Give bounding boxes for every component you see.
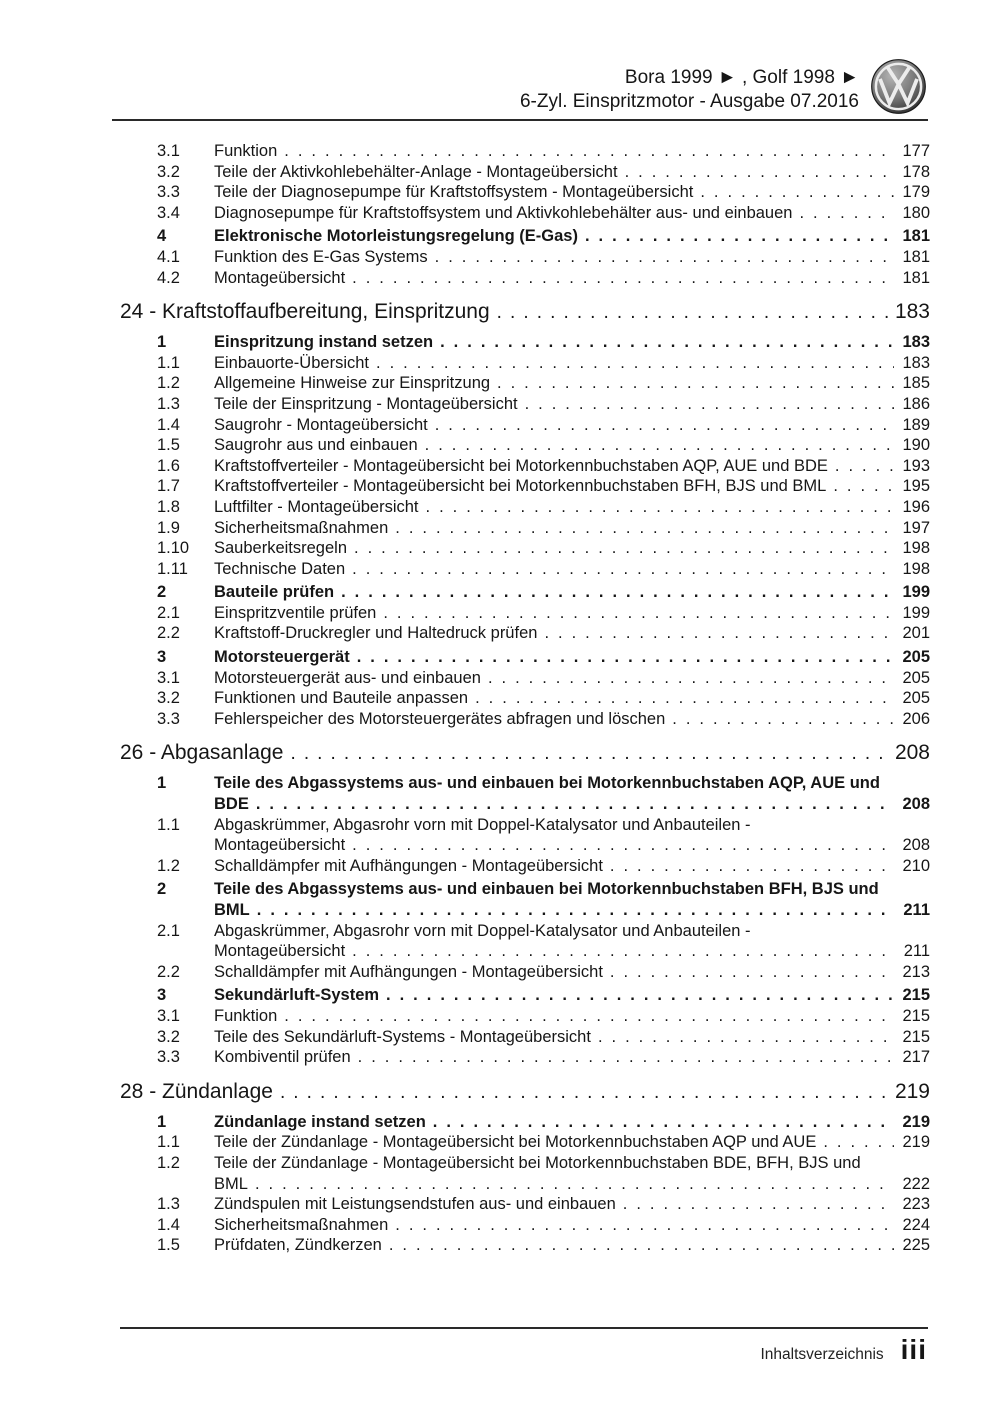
entry-title: Funktion <box>214 1006 278 1025</box>
vw-logo-icon <box>870 58 927 115</box>
dot-leader <box>257 900 894 921</box>
entry-number: 1.8 <box>157 497 180 516</box>
entry-number: 2.1 <box>157 921 180 940</box>
toc-entry <box>120 688 930 709</box>
toc-section <box>120 1079 930 1256</box>
page-number: 186 <box>902 394 930 413</box>
dot-leader <box>255 1174 894 1195</box>
page-number: 219 <box>902 1112 930 1131</box>
page-number: 215 <box>902 1006 930 1025</box>
entry-number: 3.3 <box>157 183 180 202</box>
entry-number: 2.2 <box>157 962 180 981</box>
header-model-line: Bora 1999 ► , Golf 1998 ► <box>624 67 859 88</box>
dot-leader <box>354 538 894 559</box>
toc-entry <box>120 247 930 268</box>
entry-title: Teile der Einspritzung - Montageübersicht <box>214 394 518 413</box>
page-number: 181 <box>902 268 930 287</box>
toc-entry <box>120 435 930 456</box>
entry-number: 1 <box>157 774 167 793</box>
dot-leader <box>672 709 894 730</box>
entry-number: 1.11 <box>157 559 188 578</box>
page-number: 198 <box>902 559 930 578</box>
footer-page-number: iii <box>900 1334 927 1365</box>
entry-title: Teile der Aktivkohlebehälter-Anlage - Montageübersicht <box>214 162 618 181</box>
entry-title: Kraftstoffverteiler - Montageübersicht bei Motorkennbuchstaben BFH, BJS und BML <box>214 477 827 496</box>
entry-title: Zündspulen mit Leistungsendstufen aus- und einbauen <box>214 1195 616 1214</box>
entry-title: Teile der Diagnosepumpe für Kraftstoffsystem - Montageübersicht <box>214 183 694 202</box>
toc-section <box>120 299 930 729</box>
entry-title: Teile der Zündanlage - Montageübersicht bei Motorkennbuchstaben AQP und AUE <box>214 1133 817 1152</box>
toc-entry-line <box>157 794 930 815</box>
entry-title: Sekundärluft-System <box>214 986 380 1005</box>
entry-title: Teile des Abgassystems aus- und einbauen bei Motorkennbuchstaben AQP, AUE und <box>214 774 880 793</box>
toc-entry <box>120 668 930 689</box>
page-number: 183 <box>902 353 930 372</box>
entry-title: Schalldämpfer mit Aufhängungen - Montageübersicht <box>214 856 603 875</box>
entry-number: 1.2 <box>157 856 180 875</box>
dot-leader <box>833 476 894 497</box>
toc-entry <box>120 856 930 877</box>
dot-leader <box>358 1047 894 1068</box>
dot-leader <box>835 456 894 477</box>
header-divider <box>112 119 928 121</box>
entry-title: Kraftstoffverteiler - Montageübersicht bei Motorkennbuchstaben AQP, AUE und BDE <box>214 456 828 475</box>
chapter-row <box>120 299 930 326</box>
entry-number: 3.4 <box>157 203 180 222</box>
page-number: 179 <box>902 183 930 202</box>
dot-leader <box>700 182 894 203</box>
entry-title-wrap: Montageübersicht <box>214 836 346 855</box>
dot-leader <box>440 332 894 353</box>
entry-number: 1.2 <box>157 374 180 393</box>
entry-title: Luftfilter - Montageübersicht <box>214 497 419 516</box>
entry-title: Technische Daten <box>214 559 346 578</box>
dot-leader <box>610 962 894 983</box>
entry-title-wrap: BML <box>214 901 250 919</box>
entry-number: 1.2 <box>157 1153 180 1172</box>
page-number: 185 <box>902 374 930 393</box>
entry-number: 1.3 <box>157 394 180 413</box>
entry-title: Prüfdaten, Zündkerzen <box>214 1236 382 1255</box>
entry-number: 3.2 <box>157 1027 180 1046</box>
entry-number: 3.1 <box>157 142 180 160</box>
toc-entry <box>120 647 930 668</box>
toc-section <box>120 740 930 1067</box>
page-number: 210 <box>902 856 930 875</box>
dot-leader <box>389 1235 894 1256</box>
entry-title: Schalldämpfer mit Aufhängungen - Montageübersicht <box>214 962 603 981</box>
entry-number: 1.1 <box>157 815 180 834</box>
toc-entry <box>120 538 930 559</box>
page-number: 180 <box>902 203 930 222</box>
toc-entry <box>120 1112 930 1133</box>
dot-leader <box>525 394 894 415</box>
entry-title: Allgemeine Hinweise zur Einspritzung <box>214 374 491 393</box>
entry-number: 1.5 <box>157 436 180 455</box>
page-number: 181 <box>902 247 930 266</box>
dot-leader <box>435 247 894 268</box>
entry-number: 3.3 <box>157 709 180 728</box>
entry-title: Funktion <box>214 142 278 160</box>
toc-entry <box>120 332 930 353</box>
page-number: 208 <box>894 741 930 765</box>
dot-leader <box>426 497 894 518</box>
page-number: 205 <box>902 689 930 708</box>
dot-leader <box>497 299 891 326</box>
entry-number: 3 <box>157 986 167 1005</box>
page-number: 213 <box>902 962 930 981</box>
page-number: 183 <box>902 333 930 352</box>
page-number: 224 <box>902 1215 930 1234</box>
page-number: 199 <box>902 603 930 622</box>
dot-leader <box>435 415 894 436</box>
entry-title: Saugrohr aus und einbauen <box>214 436 418 455</box>
entry-title: Funktionen und Bauteile anpassen <box>214 689 469 708</box>
dot-leader <box>823 1132 894 1153</box>
toc-entry-line <box>157 879 930 900</box>
dot-leader <box>383 603 894 624</box>
toc-entry <box>120 623 930 644</box>
entry-title: Abgaskrümmer, Abgasrohr vorn mit Doppel-Katalysator und Anbauteilen - <box>214 815 751 834</box>
entry-title: Einspritzung instand setzen <box>214 333 434 352</box>
page-number: 205 <box>902 648 930 667</box>
entry-number: 3.1 <box>157 1006 180 1025</box>
toc-entry <box>120 1027 930 1048</box>
entry-title: Teile des Sekundärluft-Systems - Montageübersicht <box>214 1027 591 1046</box>
page-number: 181 <box>902 227 930 246</box>
entry-number: 2.2 <box>157 624 180 643</box>
dot-leader <box>284 1006 894 1027</box>
page-footer <box>760 1334 927 1366</box>
entry-number: 1.1 <box>157 353 180 372</box>
entry-title: Einbauorte-Übersicht <box>214 353 369 372</box>
entry-number: 1 <box>157 333 167 352</box>
toc-entry <box>120 1194 930 1215</box>
entry-number: 4 <box>157 227 167 246</box>
dot-leader <box>623 1194 894 1215</box>
page-number: 217 <box>902 1048 930 1067</box>
dot-leader <box>610 856 894 877</box>
toc-entry <box>120 603 930 624</box>
toc-entry <box>120 373 930 394</box>
toc-entry <box>120 773 930 814</box>
entry-title-wrap: Montageübersicht <box>214 942 346 961</box>
page-number: 178 <box>902 162 930 181</box>
entry-title: Zündanlage instand setzen <box>214 1112 426 1131</box>
chapter-row <box>120 740 930 767</box>
entry-number: 1.4 <box>157 415 180 434</box>
entry-title: Bauteile prüfen <box>214 583 335 602</box>
dot-leader <box>497 373 894 394</box>
entry-title: Elektronische Motorleistungsregelung (E-Gas) <box>214 227 578 246</box>
dot-leader <box>352 941 894 962</box>
page-number: 225 <box>902 1236 930 1255</box>
toc-entry <box>120 1235 930 1256</box>
page-number: 223 <box>902 1195 930 1214</box>
toc <box>120 141 930 1256</box>
entry-number: 4.1 <box>157 247 180 266</box>
toc-entry <box>120 1132 930 1153</box>
page-number: 222 <box>902 1174 930 1193</box>
entry-title: Motorsteuergerät aus- und einbauen <box>214 668 481 687</box>
toc-entry <box>120 203 930 224</box>
entry-number: 1.3 <box>157 1195 180 1214</box>
dot-leader <box>357 647 894 668</box>
toc-entry <box>120 1215 930 1236</box>
page-number: 208 <box>902 836 930 855</box>
toc-section <box>120 141 930 288</box>
chapter-title: 24 - Kraftstoffaufbereitung, Einspritzung <box>120 300 490 324</box>
toc-entry <box>120 1006 930 1027</box>
entry-title-wrap: BDE <box>214 795 249 814</box>
page-number: 189 <box>902 415 930 434</box>
toc-entry-line <box>157 1153 930 1174</box>
toc-entry <box>120 415 930 436</box>
page-number: 199 <box>902 583 930 602</box>
dot-leader <box>425 435 894 456</box>
page-number: 211 <box>903 901 930 919</box>
toc-entry <box>120 879 930 920</box>
toc-entry-line <box>157 773 930 794</box>
entry-number: 3 <box>157 648 167 667</box>
dot-leader <box>625 162 894 183</box>
toc-entry <box>120 394 930 415</box>
entry-title: Sauberkeitsregeln <box>214 539 347 558</box>
entry-number: 3.1 <box>157 668 180 687</box>
footer-divider <box>120 1327 928 1329</box>
page-number: 201 <box>902 624 930 643</box>
page-number: 193 <box>902 456 930 475</box>
entry-title: Sicherheitsmaßnahmen <box>214 518 389 537</box>
entry-number: 3.3 <box>157 1048 180 1067</box>
entry-title: Motorsteuergerät <box>214 648 350 667</box>
toc-entry <box>120 518 930 539</box>
page-number: 219 <box>902 1133 930 1152</box>
entry-title: Diagnosepumpe für Kraftstoffsystem und Aktivkohlebehälter aus- und einbauen <box>214 203 793 222</box>
dot-leader <box>290 740 890 767</box>
entry-title-wrap: BML <box>214 1174 248 1193</box>
page-number: 196 <box>902 497 930 516</box>
entry-number: 1.9 <box>157 518 180 537</box>
page-number: 211 <box>903 942 930 961</box>
toc-entry <box>120 141 930 162</box>
dot-leader <box>598 1027 894 1048</box>
toc-entry-line <box>157 941 930 962</box>
dot-leader <box>433 1112 894 1133</box>
page-number: 195 <box>902 477 930 496</box>
dot-leader <box>799 203 894 224</box>
toc-entry <box>120 456 930 477</box>
entry-title: Teile der Zündanlage - Montageübersicht bei Motorkennbuchstaben BDE, BFH, BJS und <box>214 1153 861 1172</box>
entry-title: Teile des Abgassystems aus- und einbauen bei Motorkennbuchstaben BFH, BJS und <box>214 880 879 899</box>
page-number: 198 <box>902 539 930 558</box>
dot-leader <box>284 141 894 162</box>
page-number: 197 <box>902 518 930 537</box>
footer-label: Inhaltsverzeichnis <box>760 1346 884 1363</box>
chapter-title: 28 - Zündanlage <box>120 1079 273 1103</box>
entry-number: 1.6 <box>157 456 180 475</box>
page-number: 215 <box>902 986 930 1005</box>
toc-entry-line <box>157 1174 930 1195</box>
dot-leader <box>544 623 894 644</box>
entry-number: 2 <box>157 880 167 899</box>
header-edition-line: 6-Zyl. Einspritzmotor - Ausgabe 07.2016 <box>519 91 859 112</box>
entry-number: 1.10 <box>157 539 190 558</box>
toc-entry-line <box>157 900 930 921</box>
toc-entry-line <box>157 835 930 856</box>
dot-leader <box>395 518 894 539</box>
page-number: 183 <box>894 300 930 324</box>
entry-number: 3.2 <box>157 162 180 181</box>
entry-number: 4.2 <box>157 268 180 287</box>
dot-leader <box>585 226 894 247</box>
dot-leader <box>352 559 894 580</box>
page-number: 219 <box>894 1079 930 1103</box>
toc-entry <box>120 962 930 983</box>
toc-entry <box>120 559 930 580</box>
dot-leader <box>256 794 894 815</box>
toc-entry <box>120 226 930 247</box>
toc-entry <box>120 162 930 183</box>
dot-leader <box>395 1215 894 1236</box>
entry-number: 1 <box>157 1112 167 1131</box>
toc-entry <box>120 497 930 518</box>
entry-number: 2 <box>157 583 167 602</box>
entry-title: Fehlerspeicher des Motorsteuergerätes abfragen und löschen <box>214 709 666 728</box>
entry-title: Montageübersicht <box>214 268 346 287</box>
page-number: 205 <box>902 668 930 687</box>
toc-entry <box>120 476 930 497</box>
toc-entry <box>120 582 930 603</box>
entry-title: Kombiventil prüfen <box>214 1048 351 1067</box>
toc-entry <box>120 815 930 856</box>
page-number: 206 <box>902 709 930 728</box>
entry-title: Funktion des E-Gas Systems <box>214 247 428 266</box>
page-number: 208 <box>902 795 930 814</box>
chapter-row <box>120 1079 930 1106</box>
entry-number: 3.2 <box>157 689 180 708</box>
page-number: 215 <box>902 1027 930 1046</box>
toc-entry <box>120 921 930 962</box>
entry-title: Kraftstoff-Druckregler und Haltedruck prüfen <box>214 624 538 643</box>
toc-entry <box>120 182 930 203</box>
entry-number: 2.1 <box>157 603 180 622</box>
entry-number: 1.7 <box>157 477 180 496</box>
page-number: 190 <box>902 436 930 455</box>
toc-entry <box>120 353 930 374</box>
dot-leader <box>352 268 894 289</box>
entry-title: Abgaskrümmer, Abgasrohr vorn mit Doppel-Katalysator und Anbauteilen - <box>214 921 751 940</box>
dot-leader <box>280 1079 891 1106</box>
dot-leader <box>341 582 894 603</box>
page-header <box>520 66 859 114</box>
entry-number: 1.4 <box>157 1215 180 1234</box>
dot-leader <box>386 985 894 1006</box>
toc-entry-line <box>157 815 930 836</box>
entry-title: Saugrohr - Montageübersicht <box>214 415 428 434</box>
dot-leader <box>475 688 894 709</box>
chapter-title: 26 - Abgasanlage <box>120 741 284 765</box>
entry-title: Einspritzventile prüfen <box>214 603 377 622</box>
dot-leader <box>352 835 894 856</box>
dot-leader <box>488 668 894 689</box>
toc-entry <box>120 268 930 289</box>
toc-entry <box>120 985 930 1006</box>
page-number: 177 <box>902 142 930 160</box>
toc-entry <box>120 1153 930 1194</box>
entry-number: 1.1 <box>157 1133 180 1152</box>
toc-entry <box>120 1047 930 1068</box>
toc-entry <box>120 709 930 730</box>
dot-leader <box>376 353 894 374</box>
entry-title: Sicherheitsmaßnahmen <box>214 1215 389 1234</box>
entry-number: 1.5 <box>157 1236 180 1255</box>
toc-entry-line <box>157 921 930 942</box>
